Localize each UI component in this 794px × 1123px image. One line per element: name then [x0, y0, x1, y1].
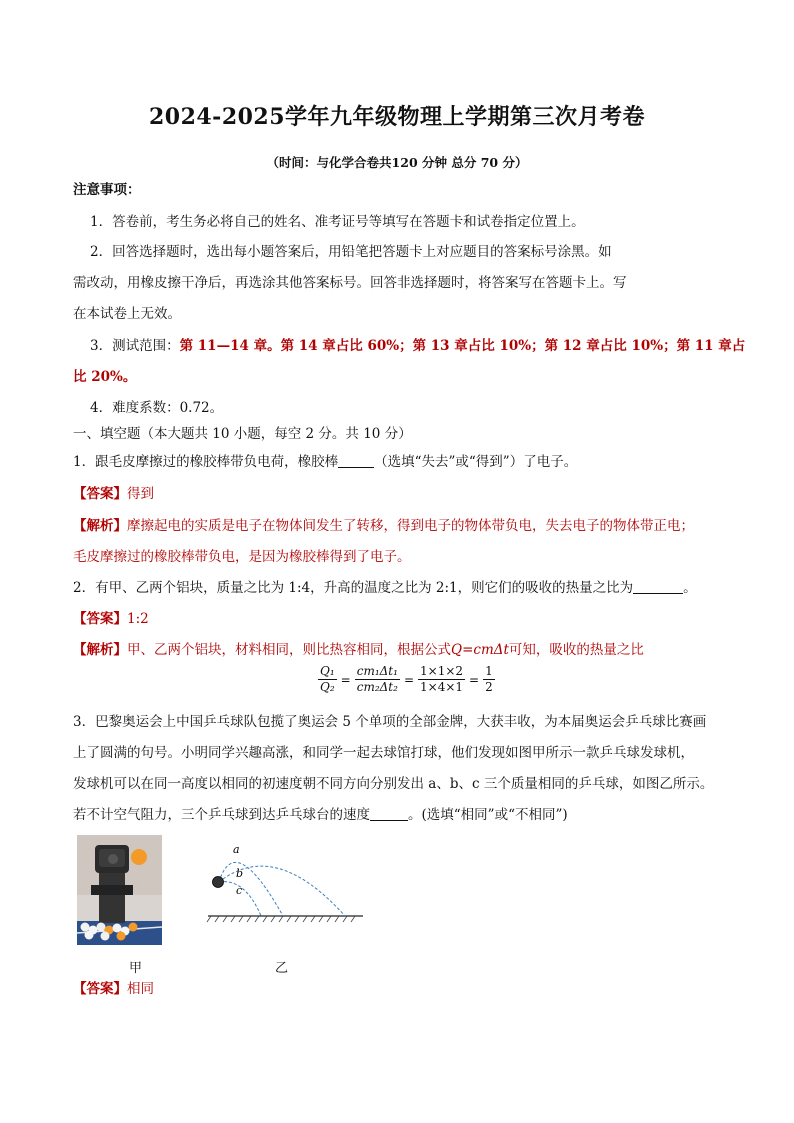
analysis-tag: 【解析】 — [73, 518, 127, 534]
figure-caption-yi: 乙 — [275, 961, 289, 976]
heat-ratio-formula — [318, 664, 495, 700]
question-1-answer-value: 得到 — [127, 486, 154, 502]
notice-item-2-line-1: 2．回答选择题时，选出每小题答案后，用铅笔把答题卡上对应题目的答案标号涂黑。如 — [90, 244, 612, 260]
exam-subtitle: （时间：与化学合卷共120 分钟 总分 70 分） — [266, 155, 528, 170]
notice-heading: 注意事项： — [73, 182, 141, 198]
notice-item-1: 1．答卷前，考生务必将自己的姓名、准考证号等填写在答题卡和试卷指定位置上。 — [90, 214, 585, 230]
figure-caption-jia: 甲 — [129, 961, 143, 976]
question-1-stem-a: 1．跟毛皮摩擦过的橡胶棒带负电荷，橡胶棒 — [73, 454, 339, 470]
question-3-answer — [73, 979, 154, 999]
question-2-analysis — [73, 640, 644, 660]
notice-item-4: 4．难度系数：0.72。 — [90, 400, 224, 416]
fraction-result: $\frac{1}{2}$ — [485, 664, 493, 694]
label-a: a — [233, 843, 240, 856]
question-3-line-2: 上了圆满的句号。小明同学兴趣高涨，和同学一起去球馆打球，他们发现如图甲所示一款乒乓球发球机， — [73, 745, 694, 761]
question-2-analysis-formula: Q=cmΔt — [451, 642, 509, 658]
exam-title: 2024-2025学年九年级物理上学期第三次月考卷 — [148, 104, 646, 130]
question-2-analysis-text-b: 可知，吸收的热量之比 — [508, 642, 644, 658]
question-2-analysis-text-a: 甲、乙两个铝块，材料相同，则比热容相同，根据公式 — [127, 642, 451, 658]
ball-icon — [213, 877, 224, 888]
question-3-line-3: 发球机可以在同一高度以相同的初速度朝不同方向分别发出 a、b、c 三个质量相同的乒乓球，如图乙所示。 — [73, 776, 714, 792]
notice-item-3 — [90, 336, 745, 356]
label-c: c — [236, 884, 243, 897]
question-1-answer — [73, 484, 154, 504]
label-b: b — [236, 867, 244, 880]
notice-item-3-prefix: 3．测试范围： — [90, 338, 180, 354]
question-1-analysis-text: 摩擦起电的实质是电子在物体间发生了转移，得到电子的物体带负电，失去电子的物体带正电； — [127, 518, 694, 534]
question-1-stem-b: （选填“失去”或“得到”）了电子。 — [374, 454, 578, 470]
question-3-line-4b: 。(选填“相同”或“不相同”) — [408, 807, 568, 823]
question-1 — [73, 452, 577, 472]
question-3-line-1: 3．巴黎奥运会上中国乒乓球队包揽了奥运会 5 个单项的全部金牌，大获丰收，为本届奥运会乒乓球比赛画 — [73, 714, 707, 730]
question-2-answer-value: 1:2 — [127, 611, 149, 627]
question-3-answer-value: 相同 — [127, 981, 154, 997]
notice-item-3-scope: 第 11—14 章。第 14 章占比 60%；第 13 章占比 10%；第 12 章占比 10%；第 11 章占 — [179, 338, 746, 354]
question-2-blank[interactable] — [633, 579, 683, 594]
fraction-q-ratio: $\frac{\text{Q₁}}{\text{Q₂}}$ — [320, 664, 335, 694]
answer-tag: 【答案】 — [73, 611, 127, 627]
question-2 — [73, 578, 697, 598]
question-3-blank[interactable] — [370, 806, 408, 821]
fraction-number-ratio: $\frac{1\times 1\times 2}{1\times 4\times 1}$ — [420, 664, 464, 694]
section-1-heading: 一、填空题（本大题共 10 小题，每空 2 分。共 10 分） — [73, 426, 412, 442]
question-3-line-4a: 若不计空气阻力，三个乒乓球到达乒乓球台的速度 — [73, 807, 370, 823]
question-2-stem: 2．有甲、乙两个铝块，质量之比为 1:4，升高的温度之比为 2:1，则它们的吸收的热量之比为 — [73, 580, 634, 596]
notice-item-3-scope-cont: 比 20%。 — [73, 369, 137, 385]
equals-sign: = — [340, 672, 351, 687]
question-1-analysis-cont: 毛皮摩擦过的橡胶棒带负电，是因为橡胶棒得到了电子。 — [73, 549, 411, 565]
answer-tag: 【答案】 — [73, 486, 127, 502]
question-3-line-4 — [73, 805, 568, 825]
question-2-answer — [73, 609, 149, 629]
question-1-blank[interactable] — [338, 453, 374, 468]
equals-sign: = — [403, 672, 414, 687]
serving-machine-photo — [77, 835, 162, 945]
answer-tag: 【答案】 — [73, 981, 127, 997]
fraction-cm-ratio: $\frac{\text{cm₁Δt₁}}{\text{cm₂Δt₂}}$ — [356, 664, 398, 694]
notice-item-2-line-3: 在本试卷上无效。 — [73, 306, 181, 322]
question-1-analysis — [73, 516, 694, 536]
notice-item-2-line-2: 需改动，用橡皮擦干净后，再选涂其他答案标号。回答非选择题时，将答案写在答题卡上。写 — [73, 275, 627, 291]
question-2-stem-end: 。 — [683, 580, 697, 596]
trajectory-diagram — [205, 840, 365, 930]
trajectory-a — [219, 862, 283, 916]
analysis-tag: 【解析】 — [73, 642, 127, 658]
equals-sign: = — [469, 672, 480, 687]
